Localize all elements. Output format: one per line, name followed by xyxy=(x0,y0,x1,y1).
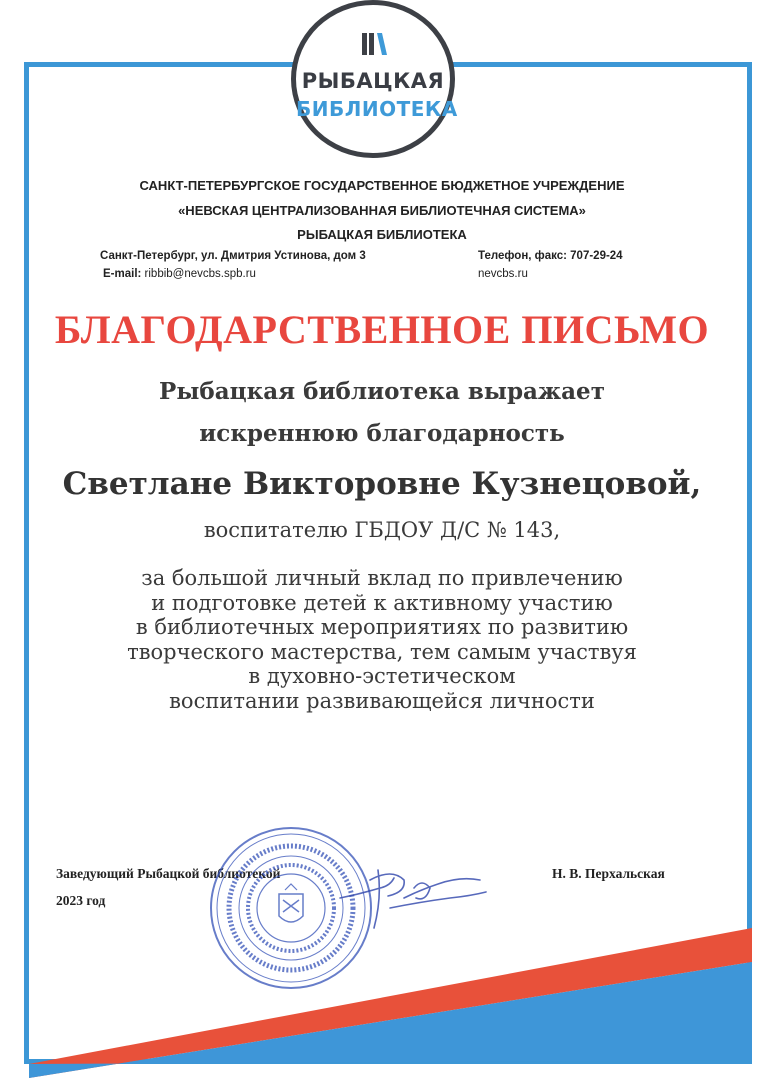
org-name-line2: «НЕВСКАЯ ЦЕНТРАЛИЗОВАННАЯ БИБЛИОТЕЧНАЯ СИСТЕМА» xyxy=(178,203,586,218)
letter-title: БЛАГОДАРСТВЕННОЕ ПИСЬМО xyxy=(54,307,710,352)
reason-line: в духовно-эстетическом xyxy=(248,664,516,688)
books-icon xyxy=(360,31,392,57)
email-label: E-mail: xyxy=(103,268,142,280)
gratitude-reason xyxy=(0,566,764,713)
intro-line2: искреннюю благодарность xyxy=(199,420,565,447)
reason-line: воспитании развивающейся личности xyxy=(169,688,595,713)
email-row xyxy=(103,268,256,280)
reason-line: в библиотечных мероприятиях по развитию xyxy=(135,615,629,639)
org-name-line1: САНКТ-ПЕТЕРБУРГСКОЕ ГОСУДАРСТВЕННОЕ БЮДЖЕТНОЕ УЧРЕЖДЕНИЕ xyxy=(139,178,625,193)
address: Санкт-Петербург, ул. Дмитрия Устинова, дом 3 xyxy=(100,250,366,262)
website-link[interactable]: nevcbs.ru xyxy=(478,268,528,280)
reason-line: творческого мастерства, тем самым участвуя xyxy=(127,639,637,664)
reason-line: за большой личный вклад по привлечению xyxy=(141,566,623,590)
library-logo xyxy=(291,0,458,158)
org-name-line3: РЫБАЦКАЯ БИБЛИОТЕКА xyxy=(297,227,467,242)
year: 2023 год xyxy=(56,893,106,908)
intro-line1: Рыбацкая библиотека выражает xyxy=(159,378,605,405)
reason-line: и подготовке детей к активному участию xyxy=(151,590,613,615)
email-link[interactable]: ribbib@nevcbs.spb.ru xyxy=(144,268,256,280)
logo-text-line1: РЫБАЦКАЯ xyxy=(301,69,445,93)
recipient-position: воспитателю ГБДОУ Д/С № 143, xyxy=(203,518,561,542)
signer-name: Н. В. Перхальская xyxy=(552,866,665,881)
signer-position: Заведующий Рыбацкой библиотекой xyxy=(56,866,281,881)
handwritten-signature xyxy=(330,858,490,938)
logo-text-line2: БИБЛИОТЕКА xyxy=(296,97,458,121)
recipient-name: Светлане Викторовне Кузнецовой, xyxy=(62,466,702,502)
phone: Телефон, факс: 707-29-24 xyxy=(478,250,623,262)
